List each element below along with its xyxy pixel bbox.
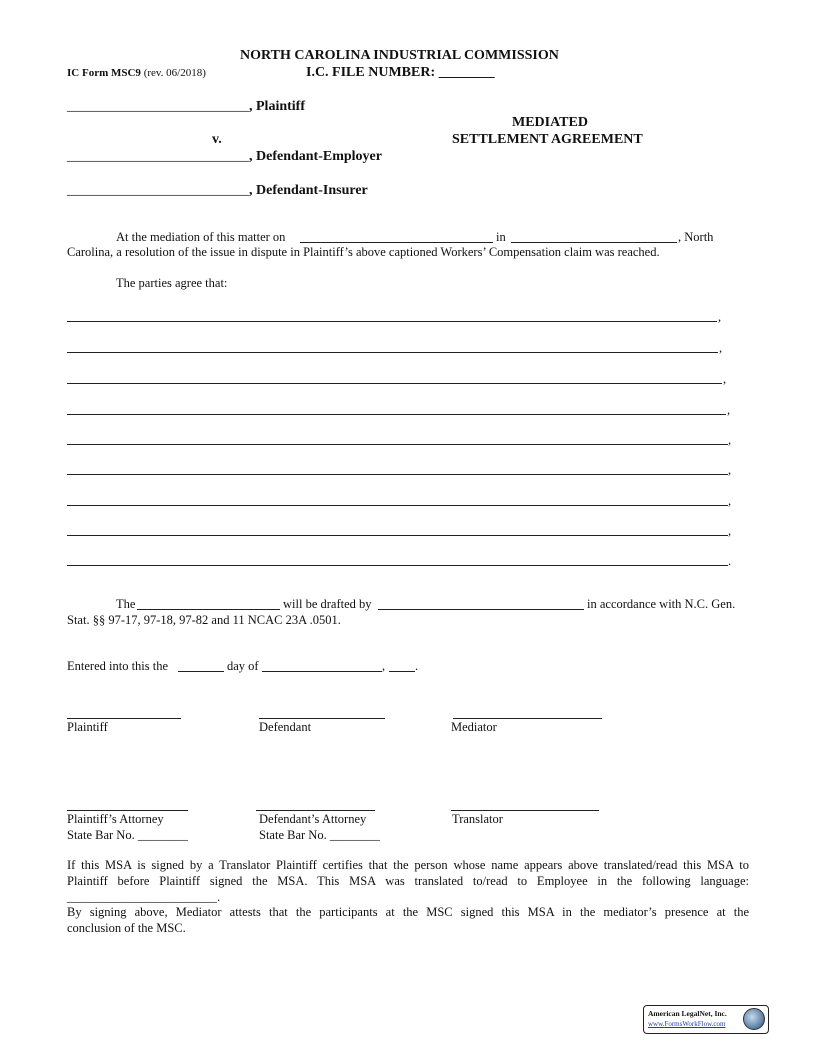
entered-year-field[interactable] [389,671,415,672]
defendant-bar-number [259,828,380,843]
agreement-line[interactable] [67,383,722,384]
publisher-url[interactable]: www.FormsWorkFlow.com [648,1020,726,1028]
translator-certification-line2: Plaintiff before Plaintiff signed the MSA. This MSA was translated to/read to Employee in the following language: [67,874,749,888]
drafted-the: The [116,597,136,611]
document-type-field[interactable] [137,609,280,610]
file-number-blank[interactable]: ________ [438,65,495,80]
agreement-line-end: , [728,494,732,508]
form-id-line [67,67,206,79]
publisher-name: American LegalNet, Inc. [648,1009,727,1018]
drafted-accordance: in accordance with N.C. Gen. [587,597,736,611]
translator-label: Translator [452,812,503,826]
globe-icon [743,1008,765,1030]
mediation-prefix: At the mediation of this matter on [116,230,286,244]
agreement-line[interactable] [67,321,717,322]
mediator-attestation-line1: By signing above, Mediator attests that the participants at the MSC signed this MSA in the mediator’s presence at the [67,905,749,919]
agreement-line[interactable] [67,535,728,536]
entered-day-field[interactable] [178,671,224,672]
translator-language-field[interactable]: ________________________. [67,890,221,904]
bar-label: State Bar No. [67,828,135,842]
agreement-line[interactable] [67,352,718,353]
plaintiff-blank[interactable]: __________________________ [67,99,249,114]
employer-label: , Defendant-Employer [249,149,382,164]
form-revision: (rev. 06/2018) [143,67,206,79]
defendant-signature-label: Defendant [259,720,312,734]
agreement-line-end: , [723,372,727,386]
agreement-line-end: , [727,403,731,417]
drafted-will-be: will be drafted by [283,597,372,611]
agreement-line-end: , [718,310,722,324]
agreement-line-end: , [728,463,732,477]
mediation-location-field[interactable] [511,242,677,243]
mediator-signature-label: Mediator [451,720,497,734]
file-number [306,65,495,81]
mediation-in: in [496,230,506,244]
defendant-attorney-label: Defendant’s Attorney [259,812,367,826]
defendant-bar-field[interactable]: ________ [329,828,380,842]
plaintiff-signature-label: Plaintiff [67,720,108,734]
plaintiff-attorney-label: Plaintiff’s Attorney [67,812,164,826]
publisher-logo[interactable] [643,1005,769,1034]
file-number-label: I.C. FILE NUMBER: [306,65,436,80]
entered-day-of: day of [227,659,259,673]
bar-label: State Bar No. [259,828,327,842]
mediation-line2: Carolina, a resolution of the issue in dispute in Plaintiff’s above captioned Workers’ Compensation claim was reached. [67,245,660,259]
plaintiff-signature-line[interactable] [67,718,181,719]
entered-end: . [415,659,419,673]
entered-comma: , [382,659,386,673]
defendant-signature-line[interactable] [259,718,385,719]
agreement-line-end: . [728,554,732,568]
agreement-line-end: , [728,433,732,447]
form-id: IC Form MSC9 [67,67,141,79]
agreement-line-end: , [728,524,732,538]
agreement-line[interactable] [67,565,728,566]
translator-certification-line1: If this MSA is signed by a Translator Plaintiff certifies that the person whose name appears above translated/read this MSA to [67,858,749,872]
plaintiff-attorney-signature-line[interactable] [67,810,188,811]
plaintiff-bar-field[interactable]: ________ [137,828,188,842]
agreement-line[interactable] [67,474,728,475]
agreement-line[interactable] [67,414,726,415]
defendant-attorney-signature-line[interactable] [256,810,375,811]
plaintiff-label: , Plaintiff [249,99,305,114]
insurer-caption [67,183,368,199]
mediator-attestation-line2: conclusion of the MSC. [67,921,186,935]
insurer-blank[interactable]: __________________________ [67,183,249,198]
entered-prefix: Entered into this the [67,659,169,673]
parties-agree: The parties agree that: [116,276,228,290]
insurer-label: , Defendant-Insurer [249,183,368,198]
document-title-line1: MEDIATED [512,115,588,130]
agreement-line-end: , [719,341,723,355]
drafted-statute: Stat. §§ 97-17, 97-18, 97-82 and 11 NCAC 23A .0501. [67,613,341,627]
mediation-state: , North [678,230,714,244]
drafter-field[interactable] [378,609,584,610]
entered-month-field[interactable] [262,671,382,672]
employer-caption [67,149,382,165]
translator-signature-line[interactable] [451,810,599,811]
plaintiff-bar-number [67,828,188,843]
plaintiff-caption [67,99,305,115]
document-title-line2: SETTLEMENT AGREEMENT [452,132,643,147]
mediation-date-field[interactable] [300,242,493,243]
commission-title: NORTH CAROLINA INDUSTRIAL COMMISSION [240,48,559,63]
employer-blank[interactable]: __________________________ [67,149,249,164]
agreement-line[interactable] [67,505,728,506]
agreement-line[interactable] [67,444,728,445]
versus: v. [212,132,222,147]
mediator-signature-line[interactable] [453,718,602,719]
